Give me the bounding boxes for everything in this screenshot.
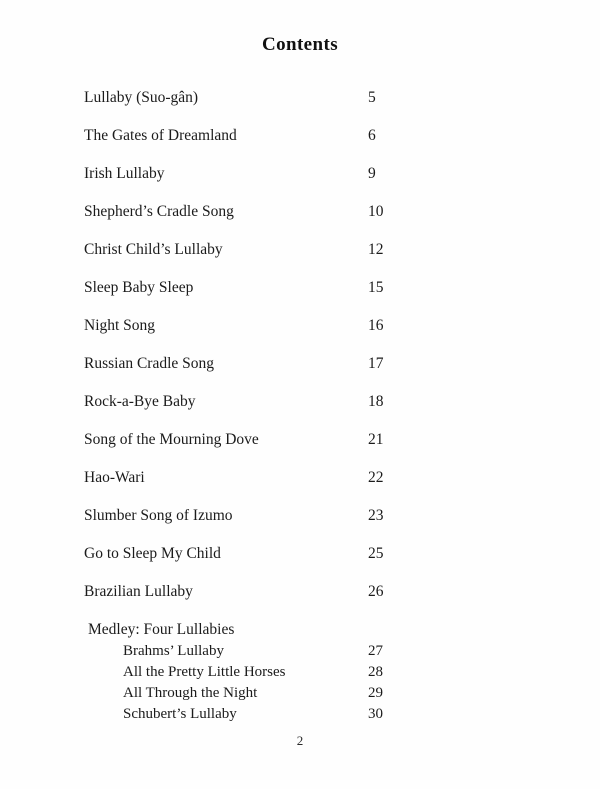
toc-entry-title: Rock-a-Bye Baby — [84, 393, 196, 410]
toc-entry-page: 5 — [368, 89, 376, 106]
toc-entry-title: Go to Sleep My Child — [84, 545, 221, 562]
toc-subentry-title: All the Pretty Little Horses — [123, 664, 286, 680]
toc-entry-title: The Gates of Dreamland — [84, 127, 237, 144]
toc-entry[interactable] — [0, 354, 600, 392]
toc-entry[interactable] — [0, 430, 600, 468]
toc-entry-title: Lullaby (Suo-gân) — [84, 89, 199, 106]
toc-entry-title: Russian Cradle Song — [84, 355, 215, 372]
toc-entry-title: Brazilian Lullaby — [84, 583, 193, 600]
toc-entry-title: Song of the Mourning Dove — [84, 431, 259, 448]
toc-subentry-title: Schubert’s Lullaby — [123, 706, 237, 722]
table-of-contents-list — [0, 88, 600, 722]
toc-entry[interactable] — [0, 278, 600, 316]
toc-entry-title: Slumber Song of Izumo — [84, 507, 233, 524]
toc-subentry[interactable] — [0, 663, 600, 684]
toc-entry-page: 18 — [368, 393, 384, 410]
toc-entry-page: 26 — [368, 583, 384, 600]
toc-entry-page: 25 — [368, 545, 384, 562]
toc-subentry-page: 28 — [368, 664, 383, 680]
toc-group-title: Medley: Four Lullabies — [88, 621, 235, 638]
toc-subentry-page: 29 — [368, 685, 383, 701]
toc-entry[interactable] — [0, 468, 600, 506]
toc-entry-title: Sleep Baby Sleep — [84, 279, 194, 296]
toc-entry-page: 22 — [368, 469, 384, 486]
toc-entry-title: Shepherd’s Cradle Song — [84, 203, 234, 220]
toc-group-subitems — [0, 642, 600, 726]
toc-entry-page: 16 — [368, 317, 384, 334]
toc-subentry[interactable] — [0, 705, 600, 726]
toc-entry[interactable] — [0, 506, 600, 544]
toc-entry-title: Christ Child’s Lullaby — [84, 241, 223, 258]
toc-entry-title: Irish Lullaby — [84, 165, 165, 182]
toc-entry[interactable] — [0, 88, 600, 126]
toc-entry[interactable] — [0, 392, 600, 430]
toc-entry-page: 12 — [368, 241, 384, 258]
page-title: Contents — [261, 34, 339, 55]
toc-entry-page: 9 — [368, 165, 376, 182]
toc-entry[interactable] — [0, 126, 600, 164]
toc-entry[interactable] — [0, 544, 600, 582]
toc-subentry[interactable] — [0, 642, 600, 663]
toc-entry[interactable] — [0, 582, 600, 620]
toc-entry-page: 23 — [368, 507, 384, 524]
toc-subentry-title: All Through the Night — [123, 685, 258, 701]
toc-entry-page: 21 — [368, 431, 384, 448]
toc-entry-page: 15 — [368, 279, 384, 296]
toc-entry-title: Night Song — [84, 317, 156, 334]
footer-page-number: 2 — [296, 733, 304, 748]
toc-subentry-page: 27 — [368, 643, 383, 659]
toc-subentry-title: Brahms’ Lullaby — [123, 643, 224, 659]
toc-entry-page: 17 — [368, 355, 384, 372]
toc-entry[interactable] — [0, 240, 600, 278]
toc-entry[interactable] — [0, 316, 600, 354]
toc-entry[interactable] — [0, 164, 600, 202]
toc-subentry-page: 30 — [368, 706, 383, 722]
toc-entry-page: 10 — [368, 203, 384, 220]
toc-entry-page: 6 — [368, 127, 376, 144]
toc-subentry[interactable] — [0, 684, 600, 705]
toc-entry-title: Hao-Wari — [84, 469, 145, 486]
toc-entry[interactable] — [0, 202, 600, 240]
